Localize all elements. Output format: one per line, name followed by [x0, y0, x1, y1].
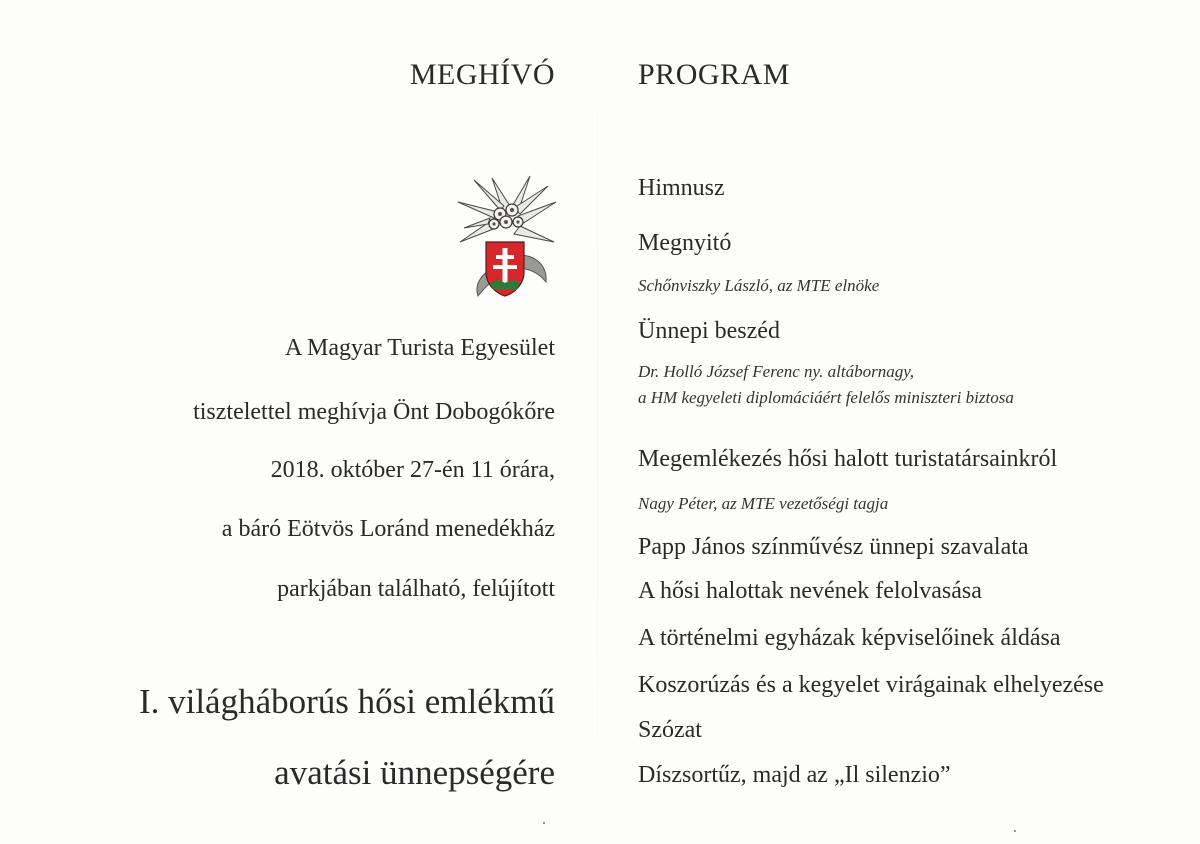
program-item-diszsortuz: Díszsortűz, majd az „Il silenzio”: [638, 762, 951, 788]
invitation-line: a báró Eötvös Loránd menedékház: [221, 516, 555, 542]
scan-speck: [543, 822, 545, 824]
program-item-himnusz: Himnusz: [638, 175, 725, 201]
invitation-line: tisztelettel meghívja Önt Dobogókőre: [193, 399, 555, 425]
program-item-aldas: A történelmi egyházak képviselőinek áldása: [638, 625, 1061, 651]
program-speaker: Schőnviszky László, az MTE elnöke: [638, 276, 880, 295]
program-item-felolvasas: A hősi halottak nevének felolvasása: [638, 578, 982, 604]
program-title: PROGRAM: [638, 58, 790, 91]
program-item-megemlekezes: Megemlékezés hősi halott turistatársainkról: [638, 446, 1058, 472]
program-item-szozat: Szózat: [638, 717, 702, 743]
scan-speck: [1014, 830, 1016, 832]
program-speaker-title: a HM kegyeleti diplomáciáért felelős miniszteri biztosa: [638, 388, 1014, 407]
event-headline: I. világháborús hősi emlékmű: [138, 682, 555, 721]
program-speaker: Nagy Péter, az MTE vezetőségi tagja: [638, 494, 889, 513]
event-headline: avatási ünnepségére: [274, 753, 555, 792]
invitation-line: parkjában található, felújított: [277, 576, 555, 602]
invitation-title: MEGHÍVÓ: [409, 58, 555, 91]
program-item-megnyito: Megnyitó: [638, 230, 732, 256]
invitation-line: A Magyar Turista Egyesület: [285, 335, 555, 361]
program-item-unnepi-beszed: Ünnepi beszéd: [638, 318, 780, 344]
program-speaker: Dr. Holló József Ferenc ny. altábornagy,: [638, 362, 915, 381]
program-item-szavalat: Papp János színművész ünnepi szavalata: [638, 534, 1029, 560]
program-page: [600, 0, 1200, 844]
edelweiss-crest-icon: [452, 172, 562, 302]
program-item-koszoruzas: Koszorúzás és a kegyelet virágainak elhelyezése: [638, 672, 1104, 698]
invitation-date-line: 2018. október 27-én 11 órára,: [270, 457, 555, 483]
